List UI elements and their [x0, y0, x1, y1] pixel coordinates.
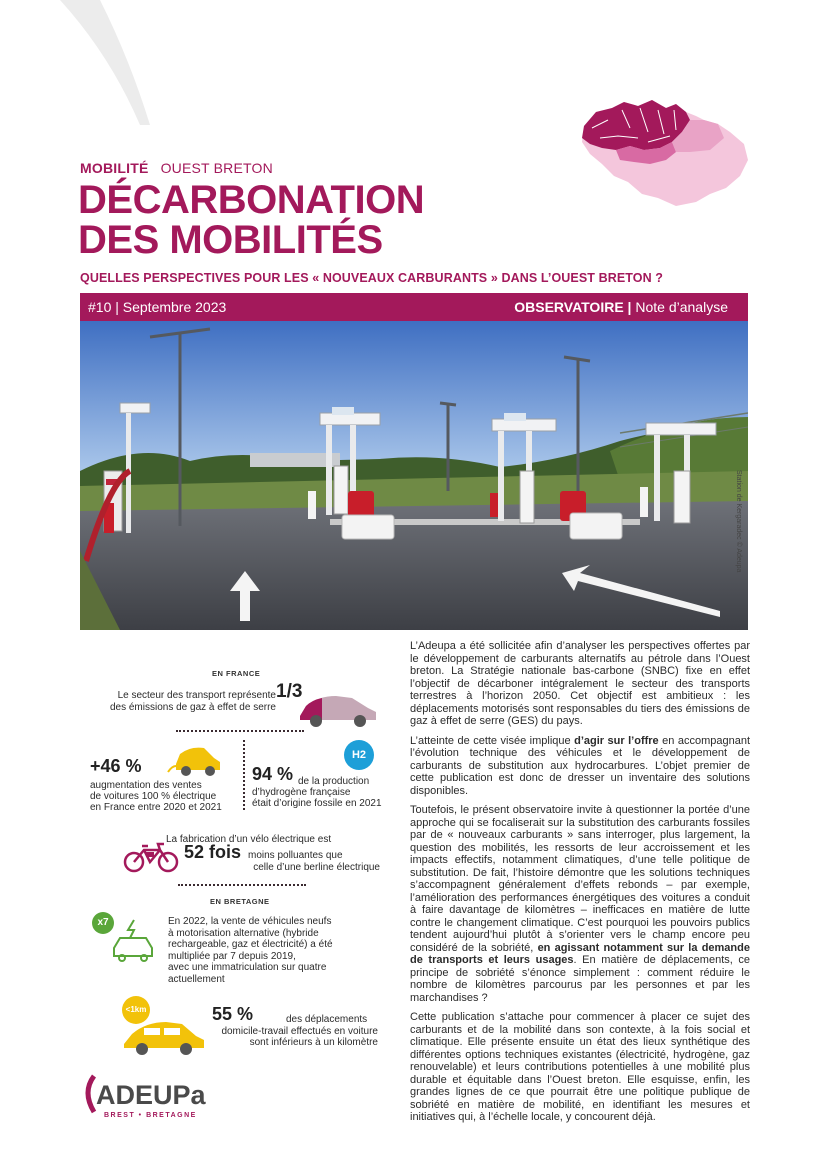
stat6-text-line1: des déplacements: [286, 1014, 368, 1025]
stat6-text-line2: domicile-travail effectués en voiture: [221, 1025, 378, 1037]
stat5-text-line1: En 2022, la vente de véhicules neufs: [168, 916, 332, 927]
paragraph-3-a: Toutefois, le présent observatoire invite à questionner la portée d’une approche qui se focaliserait sur la substitution des carburants fossiles par de « nouveaux carburants » sans interroger, plus largement, la question des mobilités, les ressorts de leur accroissement et les impacts effectifs, notamment climatiques, d’une telle politique de substitution. De fait, l’histoire démontre que les solutions techniques s’accompagnent généralement d’effets rebonds – par exemple, l’amélioration des performances énergétiques des voitures a conduit à faire davantage de kilomètres – inefficaces en matière de lutte contre le changement climatique. C’est pourquoi les pouvoirs publics tendent aujourd’hui plutôt à s’orienter vers le champ encore peu considéré de la sobriété,: [410, 804, 750, 954]
stat3-text-line2: d’hydrogène française: [252, 787, 351, 798]
stat5-text-line3: rechargeable, gaz et électricité) a été: [168, 939, 333, 950]
stat3-text: [252, 776, 392, 809]
paragraph-2-c: en accompagnant l’évolution technique des véhicules et le développement de carburants de substitution aux hydrocarbures. L’objet premier de cette publication est donc de dresser un inventaire des solutions disponibles.: [410, 734, 750, 797]
fuel-station-photo: [80, 321, 748, 630]
green-vehicle-icon: [108, 918, 158, 964]
kicker-theme: MOBILITÉ: [80, 160, 149, 176]
x7-badge: x7: [92, 912, 114, 934]
france-section-label: EN FRANCE: [212, 669, 261, 678]
paragraph-1: L’Adeupa a été sollicitée afin d’analyser les perspectives offertes par le développement de carburants alternatifs au pétrole dans l’Ouest breton. La Stratégie nationale bas-carbone (SNBC) fixe en effet l’objectif de décarboner intégralement le secteur des transports terrestres à l’horizon 2050. Cet objectif est ambitieux : les déplacements motorisés sont responsables du tiers des émissions de gaz à effet de serre (GES) du pays.: [410, 640, 750, 727]
stat4-text: [240, 850, 380, 874]
kicker-area: OUEST BRETON: [160, 160, 273, 176]
stat2-text-line2: de voitures 100 % électrique: [90, 791, 217, 802]
stat4-text-line1: La fabrication d’un vélo électrique est: [166, 834, 332, 845]
stat1-text-line2: des émissions de gaz à effet de serre: [109, 702, 276, 713]
stat2-text-line1: augmentation des ventes: [90, 780, 202, 791]
stat1-text: [100, 690, 276, 714]
paragraph-3: [410, 804, 750, 1004]
paragraph-4: Cette publication s’attache pour commencer à placer ce sujet des carburants et de la mobilité dans son contexte, à la fois social et climatique. Elle présente ensuite un état des lieux synthétique des différentes options techniques existantes (électricité, hydrogène, gaz renouvelable) et leurs contributions potentielles à une mobilité plus durable et équitable dans l’Ouest breton. Elle esquisse, enfin, les grandes lignes de ce que pourrait être une politique publique de sobriété en matière de mobilité, en identifiant les mesures et initiatives qui, à l’échelle locale, y concourent déjà.: [410, 1011, 750, 1123]
title-line-1: DÉCARBONATION: [78, 178, 425, 222]
logo-tagline: BREST • BRETAGNE: [104, 1112, 197, 1119]
body-text: [410, 640, 750, 1131]
stat4-text-line3: celle d’une berline électrique: [253, 862, 380, 873]
series-rest: Note d’analyse: [631, 299, 728, 315]
region-map-brittany: [578, 98, 750, 210]
kicker: [80, 160, 273, 176]
corner-swoosh-decoration: [0, 0, 160, 130]
stat1-value: 1/3: [276, 681, 303, 702]
stat2-text-line3: en France entre 2020 et 2021: [90, 802, 222, 813]
stat4-text-line2: moins polluantes que: [248, 850, 343, 861]
paragraph-3-c: . En matière de déplacements, ce principe de sobriété s’énonce simplement : comment réduire le nombre de kilomètres parcourus par les personnes et par les marchandises ?: [410, 954, 750, 1004]
electric-car-icon: [166, 742, 222, 778]
divider-vertical: [243, 740, 245, 810]
series-bold: OBSERVATOIRE |: [514, 299, 632, 315]
stat3-value: 94 %: [252, 764, 294, 784]
issue-number-date: #10 | Septembre 2023: [88, 299, 227, 315]
page-subtitle: QUELLES PERSPECTIVES POUR LES « NOUVEAUX CARBURANTS » DANS L’OUEST BRETON ?: [80, 271, 664, 285]
bretagne-section-label: EN BRETAGNE: [210, 897, 270, 906]
stat5-text: [168, 916, 333, 985]
logo-name: ADEUPa: [96, 1080, 206, 1110]
car-one-third-icon: [296, 692, 378, 728]
h2-badge: H2: [344, 740, 374, 770]
stat2-text: [90, 780, 222, 813]
stat6-text-line3: sont inférieurs à un kilomètre: [249, 1037, 378, 1048]
issue-band: [80, 293, 748, 321]
stat5-text-line4: multipliée par 7 depuis 2019,: [168, 950, 296, 962]
paragraph-2-a: L’atteinte de cette visée implique: [410, 734, 575, 747]
adeupa-logo: [80, 1072, 230, 1120]
divider-2: [178, 884, 306, 886]
stat2-value: +46 %: [90, 756, 142, 776]
series-label: [514, 299, 728, 315]
stat6-value: 55 %: [212, 1004, 254, 1024]
divider-1: [176, 730, 304, 732]
paragraph-2-bold: d’agir sur l’offre: [574, 734, 659, 747]
stat3-text-line1: de la production: [298, 776, 370, 787]
paragraph-3-bold: en agissant notamment sur la demande de transports et leurs usages: [410, 941, 750, 966]
photo-credit: Station de Kergaradec © Adeupa: [735, 470, 742, 573]
stat5-text-line2: à motorisation alternative (hybride: [168, 927, 319, 939]
infographic: [80, 660, 380, 1060]
stat5-text-line5: avec une immatriculation sur quatre: [168, 962, 327, 973]
page-title: [78, 180, 424, 260]
stat6-text: [180, 1014, 378, 1049]
stat3-text-line3: était d’origine fossile en 2021: [252, 798, 382, 809]
stat5-text-line6: actuellement: [168, 973, 225, 985]
less-than-1km-badge: <1km: [122, 996, 150, 1024]
title-line-2: DES MOBILITÉS: [78, 218, 383, 262]
stat1-text-line1: Le secteur des transport représente: [117, 690, 276, 701]
stat4-value: 52 fois: [184, 842, 242, 862]
paragraph-2: [410, 735, 750, 798]
